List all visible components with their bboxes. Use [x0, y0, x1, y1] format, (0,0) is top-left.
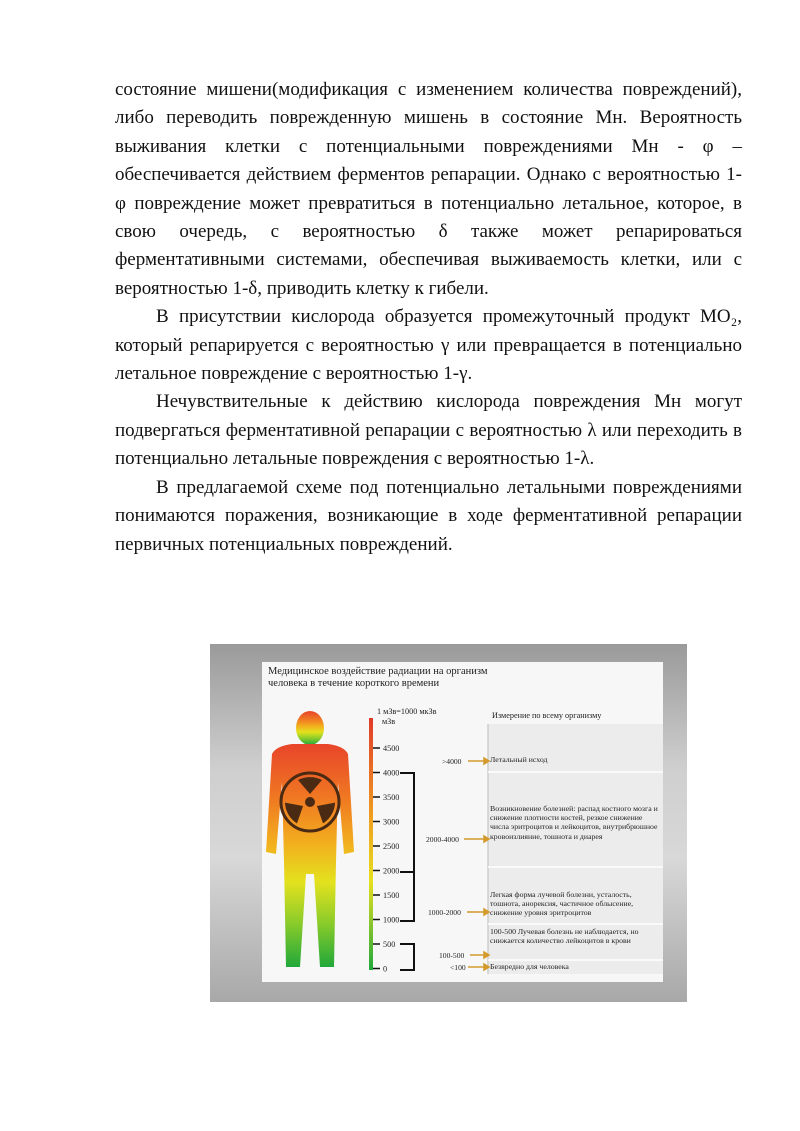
range-labels [426, 757, 466, 972]
range-arrows [464, 758, 489, 970]
scale-tick-label: 2000 [383, 866, 400, 876]
scale-unit: мЗв [382, 717, 396, 726]
body-text [115, 76, 742, 559]
figure-panel [262, 662, 663, 982]
scale-tick-label: 3000 [383, 817, 400, 827]
scale-tick-label: 1500 [383, 891, 400, 900]
scale-tick-label: 500 [383, 940, 396, 949]
effect-severe: Возникновение болезней: распад костного мозга и снижение плотности костей, резкое снижение числа эритроцитов и лейкоцитов, внутрибрюшное кровоизлияние, тошнота и диарея [490, 804, 658, 841]
scale-tick-label: 4500 [383, 744, 400, 753]
range-label: >4000 [442, 757, 462, 766]
scale-tick-label: 3500 [383, 793, 400, 802]
scale-header: 1 мЗв=1000 мкЗв [377, 707, 437, 716]
figure-title-line-1: Медицинское воздействие радиации на организм [268, 666, 488, 677]
paragraph-4: В предлагаемой схеме под потенциально летальными повреждениями понимаются поражения, возникающие в ходе ферментативной репарации первичных потенциальных повреждений. [115, 476, 742, 555]
paragraph-1: состояние мишени(модификация с изменением количества повреждений), либо переводить поврежденную мишень в состояние Мн. Вероятность выживания клетки с потенциальными повреждениями Мн - φ – обеспечивается действием ферментов репарации. Однако с вероятностью 1-φ повреждение может превратиться в потенциально летальное, которое, в свою очередь, с вероятностью δ также может репарироваться ферментативными системами, обеспечивая выживаемость клетки, или с вероятностью 1-δ, приводить клетку к гибели. [115, 79, 742, 299]
effect-harmless: Безвредно для человека [490, 962, 569, 971]
scale-tick-label: 0 [383, 964, 388, 974]
effect-lethal: Летальный исход [490, 755, 548, 764]
scale-bar [369, 718, 373, 970]
scale-tick-label: 4000 [383, 768, 400, 778]
range-label: <100 [450, 963, 466, 972]
range-label: 1000-2000 [428, 908, 461, 917]
scale-ticks [373, 744, 399, 974]
range-label: 100-500 [439, 951, 465, 960]
radiation-figure [210, 644, 687, 1002]
effect-mild: Легкая форма лучевой болезни, усталость, тошнота, анорексия, частичное облысение, снижение уровня эритроцитов [490, 890, 634, 918]
scale-tick-label: 1000 [383, 915, 400, 925]
scale-tick-label: 2500 [383, 842, 400, 851]
paragraph-3: Нечувствительные к действию кислорода повреждения Мн могут подвергаться ферментативной репарации с вероятностью λ или переходить в потенциально летальные повреждения с вероятностью 1-λ. [115, 391, 742, 470]
human-silhouette [266, 711, 354, 967]
effect-low: 100-500 Лучевая болезнь не наблюдается, но снижается количество лейкоцитов в крови [490, 927, 639, 946]
figure-title-line-2: человека в течение короткого времени [268, 678, 440, 689]
range-label: 2000-4000 [426, 835, 459, 844]
effects-header: Измерение по всему организму [492, 711, 602, 720]
range-brackets [400, 773, 414, 970]
paragraph-2: В присутствии кислорода образуется промежуточный продукт МО₂, который репарируется с вероятностью γ или превращается в потенциально летальное повреждение с вероятностью 1-γ. [115, 306, 742, 385]
